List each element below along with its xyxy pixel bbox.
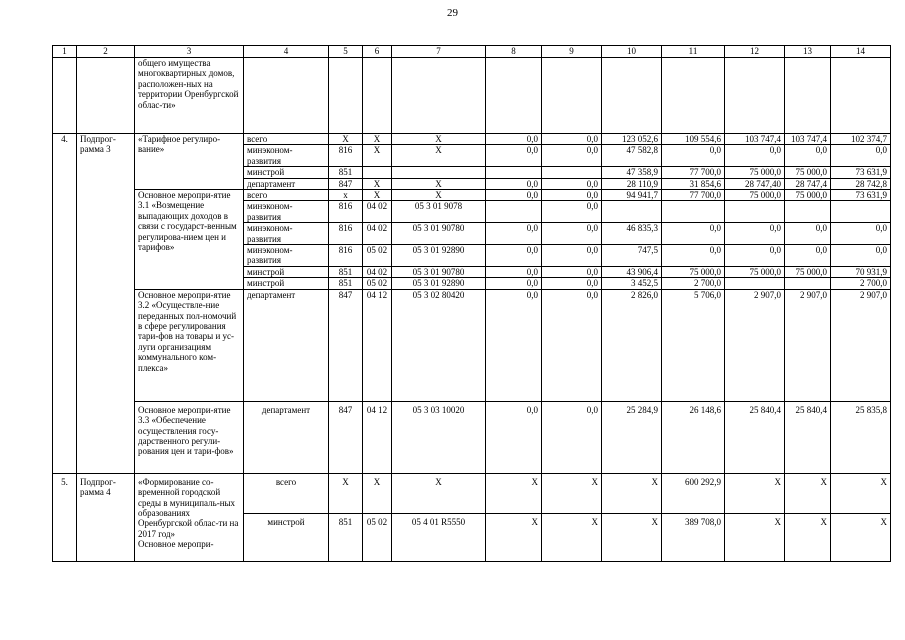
table-cell: 0,0 <box>542 223 602 245</box>
table-cell: X <box>392 473 486 513</box>
description-cell: общего имущества многоквартирных домов, расположен-ных на территории Оренбургской облас-ти» <box>135 58 244 134</box>
table-cell <box>329 58 363 134</box>
table-cell: X <box>363 190 392 201</box>
table-cell: 77 700,0 <box>662 190 725 201</box>
table-cell: 851 <box>329 513 363 561</box>
table-cell: X <box>785 473 831 513</box>
table-cell: 0,0 <box>542 190 602 201</box>
table-cell: 75 000,0 <box>725 167 785 178</box>
table-cell: 05 3 01 92890 <box>392 245 486 267</box>
table-cell <box>486 58 542 134</box>
table-cell: 816 <box>329 145 363 167</box>
table-cell: всего <box>244 473 329 513</box>
table-cell: 2 700,0 <box>831 278 891 289</box>
table-cell: 0,0 <box>785 223 831 245</box>
table-cell: минэконом-развития <box>244 223 329 245</box>
table-cell: 2 907,0 <box>785 289 831 401</box>
column-header: 14 <box>831 46 891 58</box>
column-header: 1 <box>53 46 77 58</box>
table-cell: 0,0 <box>542 266 602 277</box>
table-cell: минэконом-развития <box>244 201 329 223</box>
table-cell: 389 708,0 <box>662 513 725 561</box>
table-cell <box>725 201 785 223</box>
table-cell: 0,0 <box>725 245 785 267</box>
table-cell: 25 835,8 <box>831 401 891 473</box>
table-cell: всего <box>244 134 329 145</box>
table-cell: департамент <box>244 178 329 189</box>
table-cell: 05 02 <box>363 513 392 561</box>
table-cell: 847 <box>329 178 363 189</box>
description-cell: Основное меропри-ятие 3.2 «Осуществле-ние переданных пол-номочий в сфере регулирования тари-фов на товары и ус-луги организациям коммунального ком-плекса» <box>135 289 244 401</box>
column-header: 2 <box>77 46 135 58</box>
table-cell: минстрой <box>244 278 329 289</box>
table-cell: 0,0 <box>785 145 831 167</box>
table-cell: минстрой <box>244 167 329 178</box>
table-cell <box>486 167 542 178</box>
table-cell: 0,0 <box>542 134 602 145</box>
column-header: 10 <box>602 46 662 58</box>
table-cell: 75 000,0 <box>785 190 831 201</box>
table-cell: 0,0 <box>486 266 542 277</box>
table-cell: 05 3 01 92890 <box>392 278 486 289</box>
table-cell: X <box>329 134 363 145</box>
table-cell: 46 835,3 <box>602 223 662 245</box>
table-cell: 600 292,9 <box>662 473 725 513</box>
table-cell: 0,0 <box>542 245 602 267</box>
table-cell: 05 3 01 90780 <box>392 223 486 245</box>
table-cell: 75 000,0 <box>662 266 725 277</box>
table-cell: 0,0 <box>486 245 542 267</box>
table-cell <box>785 201 831 223</box>
table-cell: 25 840,4 <box>785 401 831 473</box>
table-cell: 851 <box>329 266 363 277</box>
table-cell: 2 826,0 <box>602 289 662 401</box>
table-cell: 0,0 <box>486 289 542 401</box>
table-cell: X <box>486 473 542 513</box>
table-cell: 47 358,9 <box>602 167 662 178</box>
column-header: 8 <box>486 46 542 58</box>
table-cell: 0,0 <box>486 134 542 145</box>
table-cell: 0,0 <box>542 145 602 167</box>
table-cell: 3 452,5 <box>602 278 662 289</box>
table-cell: 747,5 <box>602 245 662 267</box>
table-cell <box>363 58 392 134</box>
table-cell: 94 941,7 <box>602 190 662 201</box>
table-cell: 0,0 <box>486 178 542 189</box>
table-cell: 816 <box>329 223 363 245</box>
row-number: 5. <box>53 473 77 561</box>
table-cell: 0,0 <box>542 289 602 401</box>
table-cell: 0,0 <box>542 278 602 289</box>
column-header: 12 <box>725 46 785 58</box>
table-cell <box>785 58 831 134</box>
column-header: 9 <box>542 46 602 58</box>
table-cell: X <box>329 473 363 513</box>
subprogram-name: Подпрог-рамма 3 <box>77 134 135 474</box>
table-row <box>53 190 891 201</box>
table-cell: X <box>363 145 392 167</box>
table-cell: 28 110,9 <box>602 178 662 189</box>
table-cell: 123 052,6 <box>602 134 662 145</box>
table-cell: 25 284,9 <box>602 401 662 473</box>
table-cell: X <box>831 513 891 561</box>
table-cell: 05 3 01 9078 <box>392 201 486 223</box>
table-cell: 0,0 <box>486 190 542 201</box>
table-cell: X <box>542 473 602 513</box>
table-cell <box>831 58 891 134</box>
table-cell: 5 706,0 <box>662 289 725 401</box>
table-cell: 0,0 <box>542 401 602 473</box>
table-cell: 47 582,8 <box>602 145 662 167</box>
subprogram-description: «Формирование со-временной городской среды в муниципаль-ных образованиях Оренбургской облас-ти на 2017 год» <box>138 476 239 539</box>
description-cell: Основное меропри-ятие 3.1 «Возмещение выпадающих доходов в связи с государст-венным регулирова-нием цен и тарифов» <box>135 190 244 290</box>
table-cell: X <box>542 513 602 561</box>
table-cell: X <box>602 473 662 513</box>
table-cell: 43 906,4 <box>602 266 662 277</box>
table-cell: X <box>486 513 542 561</box>
table-cell <box>392 167 486 178</box>
row-number: 4. <box>53 134 77 474</box>
table-cell: 28 742,8 <box>831 178 891 189</box>
table-cell: 0,0 <box>486 401 542 473</box>
page-number: 29 <box>447 7 458 19</box>
table-cell: 0,0 <box>486 223 542 245</box>
table-cell: 05 3 02 80420 <box>392 289 486 401</box>
table-cell: 05 3 01 90780 <box>392 266 486 277</box>
header-row <box>53 46 891 58</box>
table-cell: департамент <box>244 289 329 401</box>
table-cell: минэконом-развития <box>244 245 329 267</box>
table-cell: всего <box>244 190 329 201</box>
table-cell: 109 554,6 <box>662 134 725 145</box>
table-cell: X <box>831 473 891 513</box>
table-cell: 0,0 <box>486 278 542 289</box>
table-cell: 73 631,9 <box>831 167 891 178</box>
measure-continuation: Основное меропри- <box>138 539 214 550</box>
table-cell <box>244 58 329 134</box>
table-cell: 847 <box>329 289 363 401</box>
table-cell: 0,0 <box>542 178 602 189</box>
column-header: 4 <box>244 46 329 58</box>
description-cell: Основное меропри-ятие 3.3 «Обеспечение осуществления госу-дарственного регули-рования цен и тари-фов» <box>135 401 244 473</box>
table-cell <box>392 58 486 134</box>
table-cell <box>662 58 725 134</box>
table-cell: X <box>785 513 831 561</box>
table-cell: 05 4 01 R5550 <box>392 513 486 561</box>
table-cell: 2 907,0 <box>725 289 785 401</box>
table-cell: 28 747,4 <box>785 178 831 189</box>
column-header: 11 <box>662 46 725 58</box>
table-cell: 0,0 <box>725 223 785 245</box>
table-cell: 04 02 <box>363 201 392 223</box>
table-cell: 77 700,0 <box>662 167 725 178</box>
table-cell: X <box>363 178 392 189</box>
table-cell: департамент <box>244 401 329 473</box>
table-cell: 0,0 <box>486 145 542 167</box>
table-cell <box>725 278 785 289</box>
table-cell: X <box>392 145 486 167</box>
table-cell: минстрой <box>244 266 329 277</box>
table-cell: 04 12 <box>363 289 392 401</box>
table-cell <box>602 58 662 134</box>
table-cell: 2 907,0 <box>831 289 891 401</box>
table-cell: X <box>392 190 486 201</box>
table-cell <box>602 201 662 223</box>
column-header: 13 <box>785 46 831 58</box>
table-cell <box>662 201 725 223</box>
table-cell <box>77 58 135 134</box>
table-cell: X <box>363 134 392 145</box>
table-cell: 75 000,0 <box>785 266 831 277</box>
table-cell: минэконом-развития <box>244 145 329 167</box>
table-row <box>53 289 891 401</box>
table-cell: 75 000,0 <box>725 266 785 277</box>
table-cell: 75 000,0 <box>725 190 785 201</box>
table-cell: 847 <box>329 401 363 473</box>
table-cell: 103 747,4 <box>725 134 785 145</box>
budget-table <box>52 45 891 562</box>
column-header: 3 <box>135 46 244 58</box>
column-header: 5 <box>329 46 363 58</box>
table-cell: 816 <box>329 201 363 223</box>
table-cell: X <box>392 178 486 189</box>
column-header: 6 <box>363 46 392 58</box>
table-cell: 05 02 <box>363 245 392 267</box>
table-cell: 0,0 <box>785 245 831 267</box>
table-cell: 28 747,40 <box>725 178 785 189</box>
table-cell: 0,0 <box>831 223 891 245</box>
table-row <box>53 473 891 513</box>
table-cell: 2 700,0 <box>662 278 725 289</box>
table-cell: 0,0 <box>662 245 725 267</box>
table-cell: 0,0 <box>831 245 891 267</box>
table-cell: 05 3 03 10020 <box>392 401 486 473</box>
table-cell: 31 854,6 <box>662 178 725 189</box>
table-cell: X <box>602 513 662 561</box>
table-cell <box>486 201 542 223</box>
table-cell: 102 374,7 <box>831 134 891 145</box>
table-cell <box>363 167 392 178</box>
table-cell: 26 148,6 <box>662 401 725 473</box>
table-row <box>53 401 891 473</box>
table-cell <box>542 58 602 134</box>
table-cell: 0,0 <box>662 223 725 245</box>
table-cell: 73 631,9 <box>831 190 891 201</box>
table-cell: 04 02 <box>363 266 392 277</box>
column-header: 7 <box>392 46 486 58</box>
table-cell: минстрой <box>244 513 329 561</box>
table-cell: 0,0 <box>542 201 602 223</box>
table-row <box>53 58 891 134</box>
table-cell <box>725 58 785 134</box>
table-cell: X <box>363 473 392 513</box>
table-cell: 103 747,4 <box>785 134 831 145</box>
description-cell: «Тарифное регулиро-вание» <box>135 134 244 190</box>
table-cell: X <box>392 134 486 145</box>
table-cell <box>542 167 602 178</box>
subprogram-name: Подпрог-рамма 4 <box>77 473 135 561</box>
table-cell: 70 931,9 <box>831 266 891 277</box>
table-row <box>53 134 891 145</box>
table-cell <box>831 201 891 223</box>
table-cell: 0,0 <box>662 145 725 167</box>
table-cell <box>785 278 831 289</box>
table-cell: 25 840,4 <box>725 401 785 473</box>
table-cell: 0,0 <box>831 145 891 167</box>
table-cell: 851 <box>329 278 363 289</box>
table-cell <box>53 58 77 134</box>
table-cell: 816 <box>329 245 363 267</box>
table-cell: 851 <box>329 167 363 178</box>
description-cell <box>135 473 244 561</box>
table-cell: X <box>725 473 785 513</box>
table-cell: 0,0 <box>725 145 785 167</box>
table-cell: X <box>725 513 785 561</box>
table-body <box>53 46 891 562</box>
table-cell: x <box>329 190 363 201</box>
table-cell: 75 000,0 <box>785 167 831 178</box>
table-cell: 05 02 <box>363 278 392 289</box>
table-cell: 04 02 <box>363 223 392 245</box>
table-cell: 04 12 <box>363 401 392 473</box>
